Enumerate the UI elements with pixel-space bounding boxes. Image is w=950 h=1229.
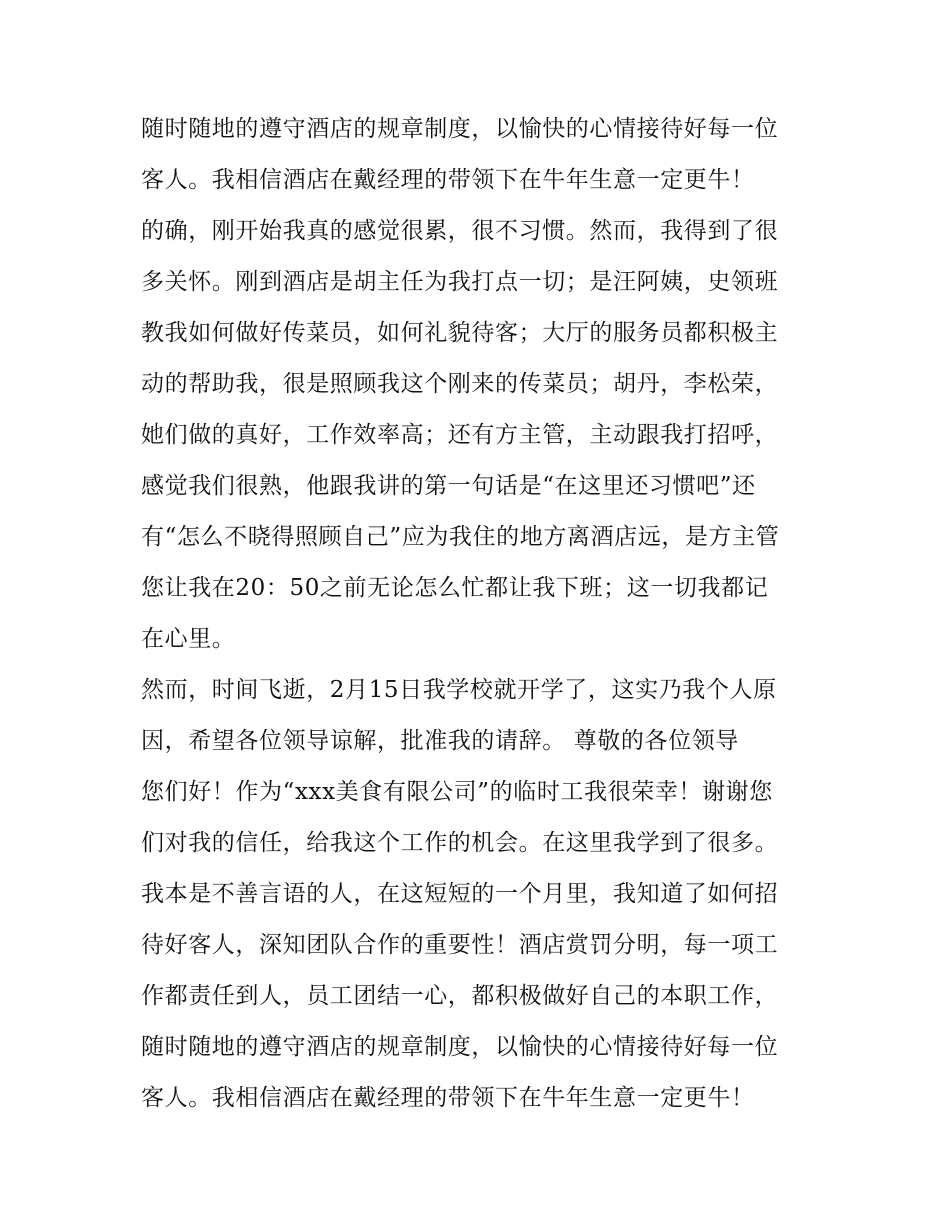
text-line: 因，希望各位领导谅解，批准我的请辞。 尊敬的各位领导 xyxy=(141,728,739,754)
text-line: 感觉我们很熟，他跟我讲的第一句话是“在这里还习惯吧”还 xyxy=(141,473,756,499)
body-text xyxy=(141,104,841,1124)
text-line: 您们好！作为“xxx美食有限公司”的临时工我很荣幸！谢谢您 xyxy=(141,779,773,805)
text-line: 在心里。 xyxy=(141,626,236,652)
text-line: 随时随地的遵守酒店的规章制度，以愉快的心情接待好每一位 xyxy=(141,1034,779,1060)
text-line: 教我如何做好传菜员，如何礼貌待客；大厅的服务员都积极主 xyxy=(141,320,779,346)
text-line: 我本是不善言语的人，在这短短的一个月里，我知道了如何招 xyxy=(141,881,779,907)
text-line: 客人。我相信酒店在戴经理的带领下在牛年生意一定更牛！ xyxy=(141,1085,755,1111)
text-line: 您让我在20：50之前无论怎么忙都让我下班；这一切我都记 xyxy=(141,575,769,601)
text-line: 客人。我相信酒店在戴经理的带领下在牛年生意一定更牛！ xyxy=(141,167,755,193)
text-line: 随时随地的遵守酒店的规章制度，以愉快的心情接待好每一位 xyxy=(141,116,779,142)
text-line: 们对我的信任，给我这个工作的机会。在这里我学到了很多。 xyxy=(141,830,779,856)
text-line: 多关怀。刚到酒店是胡主任为我打点一切；是汪阿姨，史领班 xyxy=(141,269,779,295)
text-line: 动的帮助我，很是照顾我这个刚来的传菜员；胡丹，李松荣， xyxy=(141,371,779,397)
text-line: 有“怎么不晓得照顾自己”应为我住的地方离酒店远，是方主管 xyxy=(141,524,780,550)
text-line: 然而，时间飞逝，2月15日我学校就开学了，这实乃我个人原 xyxy=(141,677,777,703)
text-line: 的确，刚开始我真的感觉很累，很不习惯。然而，我得到了很 xyxy=(141,218,779,244)
text-line: 待好客人，深知团队合作的重要性！酒店赏罚分明，每一项工 xyxy=(141,932,779,958)
text-line: 她们做的真好，工作效率高；还有方主管，主动跟我打招呼， xyxy=(141,422,779,448)
text-line: 作都责任到人，员工团结一心，都积极做好自己的本职工作， xyxy=(141,983,779,1009)
